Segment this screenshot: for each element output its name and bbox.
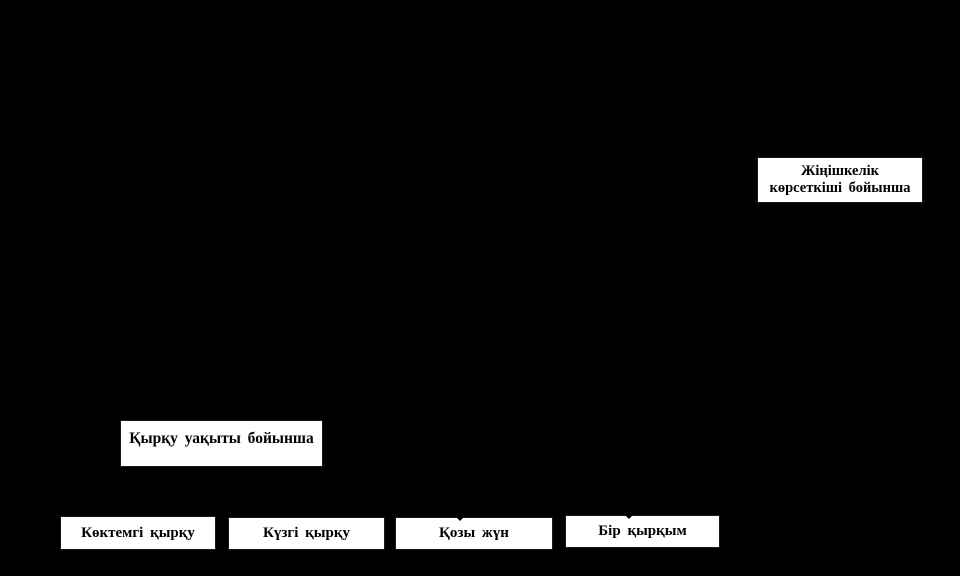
node-shearing-time-label: Қырқу уақыты бойынша: [129, 430, 314, 447]
node-spring-shearing-label: Көктемгі қырқу: [81, 524, 195, 541]
node-single-shearing-label: Бір қырқым: [598, 523, 687, 539]
node-lamb-wool: [395, 517, 553, 550]
arrowhead-down-icon: [620, 510, 638, 519]
node-autumn-shearing: [228, 517, 385, 550]
arrowhead-down-icon: [451, 512, 469, 521]
node-lamb-wool-label: Қозы жүн: [439, 525, 509, 541]
node-fineness-label-line2: көрсеткіші бойынша: [769, 180, 911, 196]
node-fineness-criterion: [757, 157, 923, 203]
node-shearing-time-criterion: [120, 420, 323, 467]
node-autumn-shearing-label: Күзгі қырқу: [263, 525, 350, 541]
node-spring-shearing: [60, 516, 216, 550]
node-fineness-label-line1: Жіңішкелік: [801, 163, 879, 179]
node-single-shearing: [565, 515, 720, 548]
